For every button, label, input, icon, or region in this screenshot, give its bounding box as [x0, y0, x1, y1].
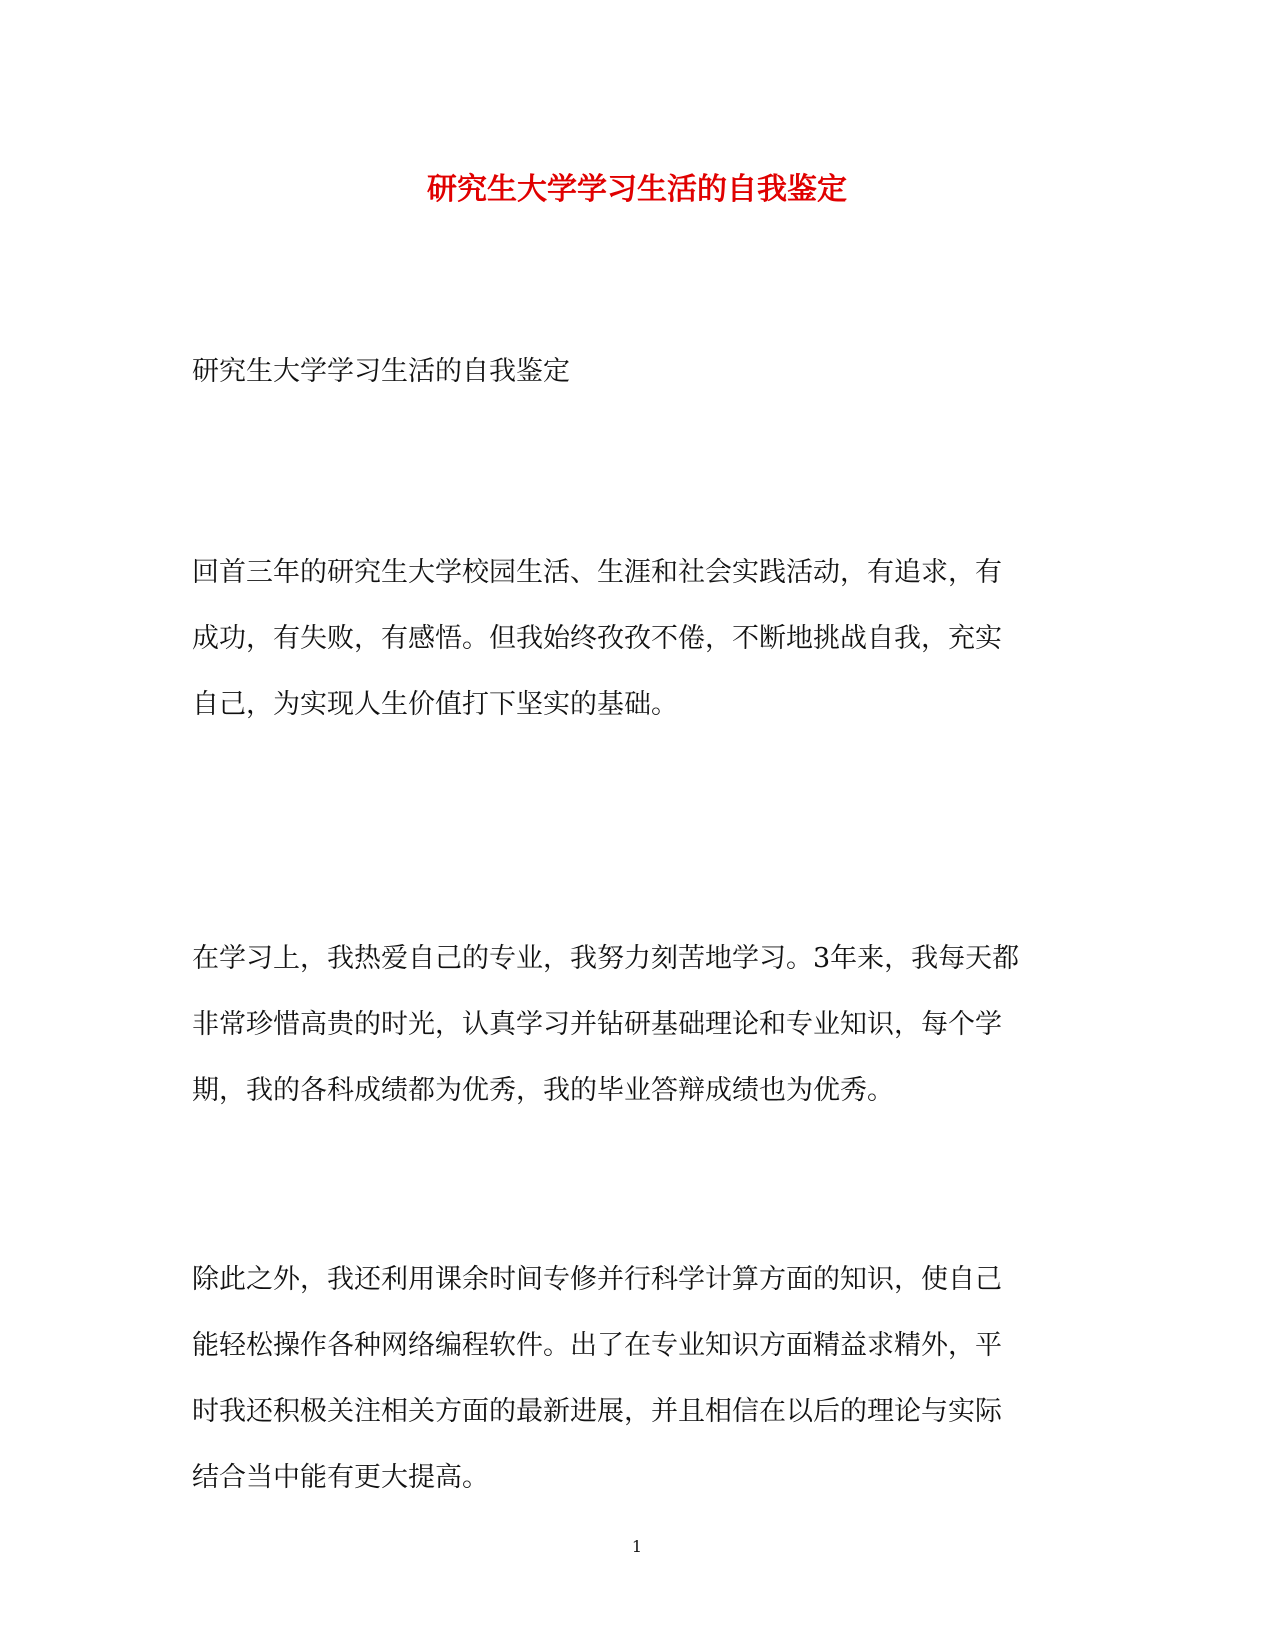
paragraph-line: 除此之外，我还利用课余时间专修并行科学计算方面的知识，使自己	[192, 1264, 1002, 1295]
paragraph-2	[192, 926, 1092, 1124]
paragraph-line: 在学习上，我热爱自己的专业，我努力刻苦地学习。3年来，我每天都	[192, 943, 1020, 974]
document-title: 研究生大学学习生活的自我鉴定	[427, 172, 847, 207]
paragraph-line: 时我还积极关注相关方面的最新进展，并且相信在以后的理论与实际	[192, 1396, 1002, 1427]
paragraph-line: 非常珍惜高贵的时光，认真学习并钻研基础理论和专业知识，每个学	[192, 1009, 1002, 1040]
paragraph-line: 结合当中能有更大提高。	[192, 1462, 489, 1493]
paragraph-line: 回首三年的研究生大学校园生活、生涯和社会实践活动，有追求，有	[192, 557, 1002, 588]
paragraph-line: 能轻松操作各种网络编程软件。出了在专业知识方面精益求精外，平	[192, 1330, 1002, 1361]
paragraph-line: 自己，为实现人生价值打下坚实的基础。	[192, 689, 678, 720]
paragraph-1	[192, 540, 1092, 738]
page-number: 1	[631, 1537, 643, 1556]
paragraph-line: 期，我的各科成绩都为优秀，我的毕业答辩成绩也为优秀。	[192, 1075, 894, 1106]
paragraph-line: 成功，有失败，有感悟。但我始终孜孜不倦，不断地挑战自我，充实	[192, 623, 1002, 654]
document-subtitle: 研究生大学学习生活的自我鉴定	[192, 356, 570, 387]
paragraph-3	[192, 1247, 1092, 1511]
